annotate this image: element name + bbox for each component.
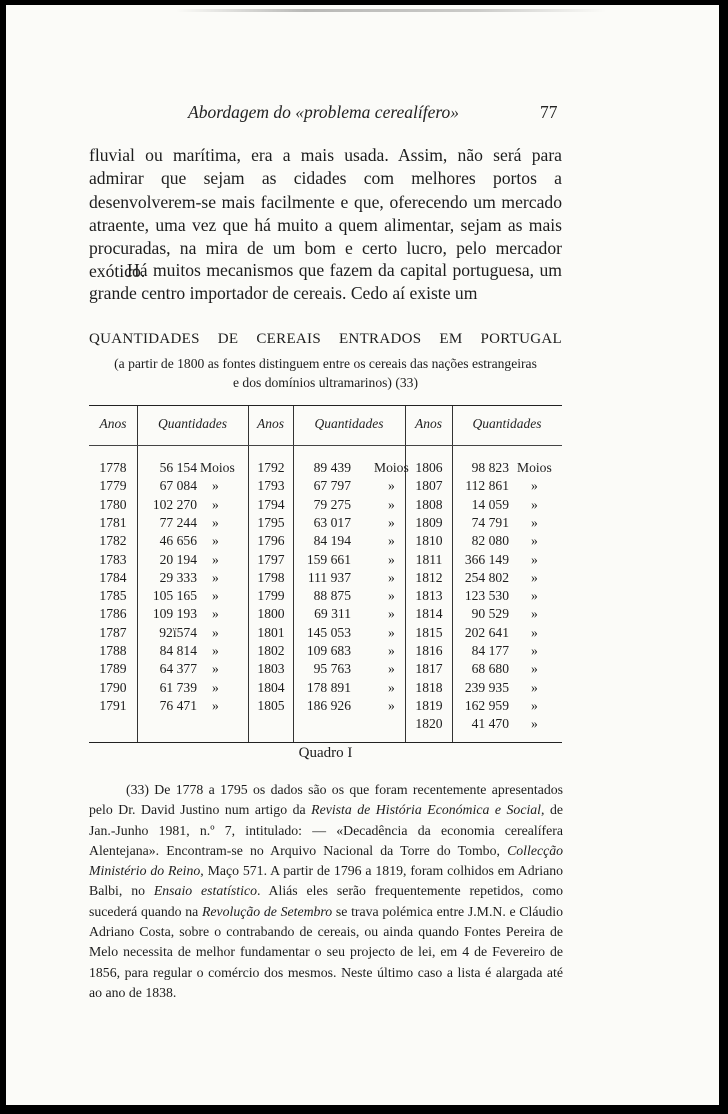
table-cell-quantity: 29 333 bbox=[159, 569, 197, 585]
table-cell-ditto: » bbox=[531, 514, 538, 530]
table-cell-quantity: 84 814 bbox=[159, 643, 197, 658]
table-cell-unit: Moios bbox=[517, 460, 552, 475]
table-cell-year: 1788 bbox=[99, 643, 127, 658]
table-cell-year: 1815 bbox=[415, 624, 443, 640]
footnote-text: , de Jan.-Junho 1981, n.º 7, intitulado: — «Decadência da economia cerealífera Alentejana». Encontram-se no Arquivo Nacional da Torre do Tombo, bbox=[89, 802, 563, 858]
footnote-text: . Aliás eles serão frequentemente repetidos, como sucederá quando na bbox=[89, 883, 563, 919]
table-cell-quantity: 67 797 bbox=[313, 478, 351, 494]
table-cell-quantity: 159 661 bbox=[306, 551, 351, 567]
table-cell-ditto: » bbox=[212, 533, 219, 549]
table-cell-ditto: » bbox=[212, 478, 219, 494]
table-caption bbox=[89, 331, 562, 348]
table-column-rule bbox=[137, 406, 138, 742]
table-cell-ditto: » bbox=[212, 606, 219, 622]
table-cell-year: 1802 bbox=[257, 643, 285, 658]
table-subcaption-line-2: e dos domínios ultramarinos) (33) bbox=[233, 374, 418, 390]
table-column-rule bbox=[293, 406, 294, 742]
table-cell-ditto: » bbox=[388, 661, 395, 677]
scan-edge-mark bbox=[176, 9, 606, 12]
table-cell-quantity: 63 017 bbox=[313, 514, 351, 530]
caption-word: PORTUGAL bbox=[480, 331, 562, 347]
header-quantidades: Quantidades bbox=[158, 416, 227, 431]
caption-word: QUANTIDADES bbox=[89, 331, 200, 347]
table-cell-year: 1791 bbox=[99, 697, 127, 713]
table-cell-quantity: 79 275 bbox=[313, 496, 351, 512]
table-cell-ditto: » bbox=[212, 697, 219, 713]
footnote-33 bbox=[89, 780, 563, 1003]
table-cell-ditto: » bbox=[531, 496, 538, 512]
table-cell-quantity: 105 165 bbox=[152, 588, 197, 604]
footnote-text: se trava polémica entre J.M.N. e Cláudio Adriano Costa, sobre o contrabando de cereais, ou ainda quando Fontes Pereira de Melo necessita de melhor fundamentar o seu projecto de lei, em 4 de Fevereiro de 1856, para regular o comércio dos mesmos. Neste último caso a lista é alargada até ao ano de 1838. bbox=[89, 903, 563, 1000]
table-cell-year: 1816 bbox=[415, 643, 443, 658]
header-quantidades: Quantidades bbox=[472, 416, 542, 431]
table-cell-year: 1809 bbox=[415, 514, 443, 530]
table-cell-ditto: » bbox=[212, 661, 219, 677]
table-cell-ditto: » bbox=[531, 661, 538, 677]
table-cell-quantity: 56 154 bbox=[159, 460, 197, 475]
header-anos: Anos bbox=[415, 416, 442, 431]
footnote-essay: Ensaio estatístico bbox=[153, 883, 257, 899]
caption-word: CEREAIS bbox=[256, 331, 321, 347]
table-cell-ditto: » bbox=[212, 551, 219, 567]
table-cell-year: 1801 bbox=[257, 624, 285, 640]
table-cell-year: 1795 bbox=[257, 514, 285, 530]
table-cell-ditto: » bbox=[212, 679, 219, 695]
header-anos: Anos bbox=[257, 416, 284, 431]
table-cell-ditto: » bbox=[531, 478, 538, 494]
table-cell-quantity: 202 641 bbox=[464, 624, 509, 640]
table-cell-year: 1794 bbox=[257, 496, 285, 512]
table-column-rule bbox=[248, 406, 249, 742]
body-paragraph-1: fluvial ou marítima, era a mais usada. Assim, não será para admirar que sejam as cidades com melhores portos a desenvolverem-se mais facilmente e que, oferecendo um mercado atraente, uma vez que há muito a quem alimentar, sejam as mais procuradas, na mira de um bom e certo lucro, pelo mercador exótico. bbox=[89, 145, 562, 282]
table-cell-year: 1818 bbox=[415, 679, 443, 695]
table-cell-year: 1779 bbox=[99, 478, 127, 494]
table-cell-year: 1778 bbox=[99, 460, 127, 475]
table-cell-quantity: 20 194 bbox=[159, 551, 197, 567]
table-cell-quantity: 90 529 bbox=[471, 606, 509, 622]
footnote-revolution: Revolução de Setembro bbox=[201, 903, 333, 919]
table-cell-quantity: 98 823 bbox=[471, 460, 509, 475]
table-header-rule bbox=[89, 445, 562, 446]
table-cell-ditto: » bbox=[388, 697, 395, 713]
table-cell-ditto: » bbox=[388, 643, 395, 658]
table-cell-quantity: 76 471 bbox=[159, 697, 197, 713]
table-cell-quantity: 84 194 bbox=[313, 533, 351, 549]
table-cell-unit: Moios bbox=[374, 460, 409, 475]
table-cell-year: 1799 bbox=[257, 588, 285, 604]
table-cell-ditto: » bbox=[212, 643, 219, 658]
table-cell-quantity: 123 530 bbox=[464, 588, 509, 604]
table-cell-quantity: 88 875 bbox=[313, 588, 351, 604]
table-cell-ditto: » bbox=[531, 551, 538, 567]
table-cell-quantity: 46 656 bbox=[159, 533, 197, 549]
table-subcaption-line-1: (a partir de 1800 as fontes distinguem entre os cereais das nações estrangeiras bbox=[114, 356, 537, 371]
body-paragraph-2: Há muitos mecanismos que fazem da capital portuguesa, um grande centro importador de cereais. Cedo aí existe um bbox=[89, 260, 562, 304]
table-cell-year: 1786 bbox=[99, 606, 127, 622]
table-cell-year: 1804 bbox=[257, 679, 285, 695]
table-cell-quantity: 84 177 bbox=[471, 643, 509, 658]
table-cell-year: 1808 bbox=[415, 496, 443, 512]
table-cell-ditto: » bbox=[531, 716, 538, 732]
table-cell-year: 1780 bbox=[99, 496, 127, 512]
table-cell-year: 1787 bbox=[99, 624, 127, 640]
table-cell-quantity: 68 680 bbox=[471, 661, 509, 677]
table-cell-quantity: 74 791 bbox=[471, 514, 509, 530]
table-cell-ditto: » bbox=[531, 624, 538, 640]
table-cell-ditto: » bbox=[531, 588, 538, 604]
table-cell-year: 1783 bbox=[99, 551, 127, 567]
table-cell-ditto: » bbox=[531, 697, 538, 713]
table-cell-year: 1784 bbox=[99, 569, 127, 585]
table-cell-ditto: » bbox=[388, 514, 395, 530]
table-cell-year: 1803 bbox=[257, 661, 285, 677]
table-cell-ditto: » bbox=[531, 606, 538, 622]
table-cell-year: 1806 bbox=[415, 460, 443, 475]
table-cell-year: 1782 bbox=[99, 533, 127, 549]
table-cell-quantity: 239 935 bbox=[464, 679, 509, 695]
table-cell-quantity: 69 311 bbox=[314, 606, 351, 622]
table-cell-quantity: 112 861 bbox=[465, 478, 509, 494]
header-quantidades: Quantidades bbox=[314, 416, 384, 431]
table-cell-quantity: 186 926 bbox=[306, 697, 351, 713]
table-cell-quantity: 145 053 bbox=[306, 624, 351, 640]
table-cell-quantity: 109 193 bbox=[152, 606, 197, 622]
table-cell-year: 1781 bbox=[99, 514, 127, 530]
table-subcaption bbox=[89, 355, 562, 392]
table-column-rule bbox=[405, 406, 406, 742]
table-cell-quantity: 102 270 bbox=[152, 496, 197, 512]
table-cell-year: 1811 bbox=[415, 551, 443, 567]
table-cell-ditto: » bbox=[212, 496, 219, 512]
table-cell-year: 1810 bbox=[415, 533, 443, 549]
table-cell-ditto: » bbox=[388, 569, 395, 585]
footnote-text: , Maço 571. A partir de 1796 a 1819, foram colhidos em Adriano Balbi, no bbox=[89, 863, 563, 899]
table-cell-quantity: 109 683 bbox=[306, 643, 351, 658]
table-cell-quantity: 89 439 bbox=[313, 460, 351, 475]
table-cell-ditto: » bbox=[531, 679, 538, 695]
table-label: Quadro I bbox=[298, 745, 353, 761]
table-cell-year: 1785 bbox=[99, 588, 127, 604]
footnote-journal: Revista de História Económica e Social bbox=[311, 802, 542, 818]
cereal-imports-table bbox=[89, 405, 562, 743]
table-cell-year: 1807 bbox=[415, 478, 443, 494]
caption-word: DE bbox=[217, 331, 239, 347]
table-cell-ditto: » bbox=[212, 514, 219, 530]
table-column-rule bbox=[452, 406, 453, 742]
header-anos: Anos bbox=[99, 416, 127, 431]
table-cell-year: 1796 bbox=[257, 533, 285, 549]
table-cell-ditto: » bbox=[388, 478, 395, 494]
table-cell-ditto: » bbox=[388, 551, 395, 567]
caption-word: ENTRADOS bbox=[338, 331, 422, 347]
table-cell-quantity: 41 470 bbox=[471, 716, 509, 732]
page bbox=[6, 5, 719, 1105]
table-cell-quantity: 82 080 bbox=[471, 533, 509, 549]
table-cell-year: 1789 bbox=[99, 661, 127, 677]
table-cell-year: 1793 bbox=[257, 478, 285, 494]
table-cell-year: 1792 bbox=[257, 460, 285, 475]
table-cell-quantity: 14 059 bbox=[471, 496, 509, 512]
table-cell-ditto: » bbox=[212, 624, 219, 640]
table-cell-ditto: » bbox=[212, 569, 219, 585]
table-cell-quantity: 111 937 bbox=[307, 569, 351, 585]
table-cell-quantity: 64 377 bbox=[159, 661, 197, 677]
table-cell-year: 1797 bbox=[257, 551, 285, 567]
table-cell-quantity: 77 244 bbox=[159, 514, 197, 530]
table-cell-quantity: 95 763 bbox=[313, 661, 351, 677]
caption-word: EM bbox=[439, 331, 463, 347]
table-cell-ditto: » bbox=[531, 569, 538, 585]
table-cell-ditto: » bbox=[388, 606, 395, 622]
table-cell-quantity: 61 739 bbox=[159, 679, 197, 695]
table-cell-year: 1805 bbox=[257, 697, 285, 713]
table-cell-ditto: » bbox=[531, 533, 538, 549]
table-cell-ditto: » bbox=[388, 588, 395, 604]
table-cell-quantity: 67 084 bbox=[159, 478, 197, 494]
table-cell-quantity: 178 891 bbox=[306, 679, 351, 695]
table-cell-ditto: » bbox=[388, 533, 395, 549]
table-cell-ditto: » bbox=[388, 624, 395, 640]
table-cell-year: 1800 bbox=[257, 606, 285, 622]
table-cell-ditto: » bbox=[388, 679, 395, 695]
table-cell-quantity: 366 149 bbox=[464, 551, 509, 567]
table-cell-quantity: 254 802 bbox=[464, 569, 509, 585]
table-cell-ditto: » bbox=[388, 496, 395, 512]
table-cell-unit: Moios bbox=[200, 460, 235, 475]
table-cell-ditto: » bbox=[531, 643, 538, 658]
table-cell-year: 1817 bbox=[415, 661, 443, 677]
table-cell-year: 1819 bbox=[415, 697, 443, 713]
table-cell-year: 1814 bbox=[415, 606, 443, 622]
table-cell-year: 1790 bbox=[99, 679, 127, 695]
table-cell-year: 1813 bbox=[415, 588, 443, 604]
table-cell-year: 1812 bbox=[415, 569, 443, 585]
table-cell-year: 1798 bbox=[257, 569, 285, 585]
table-cell-ditto: » bbox=[212, 588, 219, 604]
running-header-title: Abordagem do «problema cerealífero» bbox=[188, 102, 460, 122]
table-cell-year: 1820 bbox=[415, 716, 443, 732]
footnote-collection: Collecção Ministério do Reino bbox=[89, 842, 563, 879]
footnote-text: (33) De 1778 a 1795 os dados são os que foram recentemente apresentados pelo Dr. David Justino num artigo da bbox=[89, 782, 563, 818]
table-cell-quantity: 162 959 bbox=[464, 697, 509, 713]
table-cell-quantity: 92ï574 bbox=[159, 624, 197, 640]
page-number: 77 bbox=[540, 102, 558, 122]
